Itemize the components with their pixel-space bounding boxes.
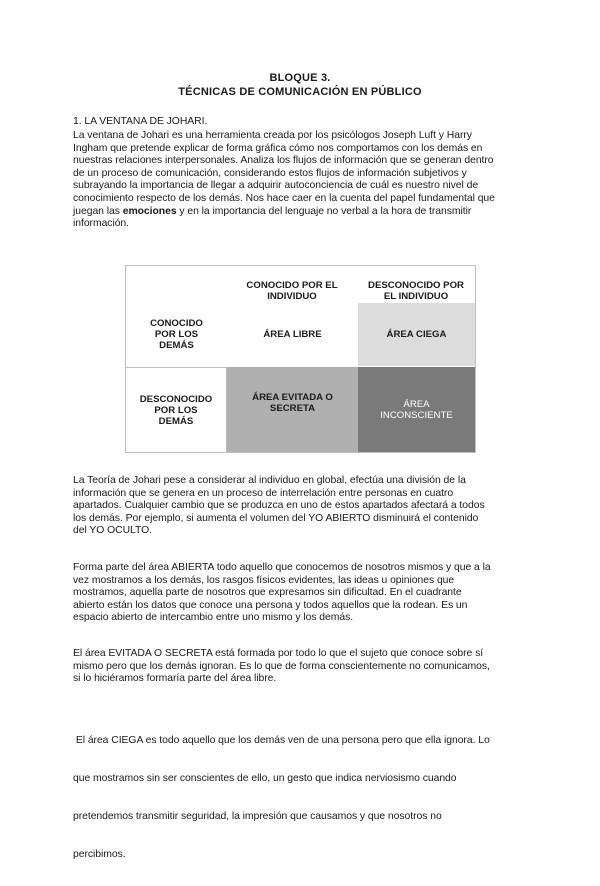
text-line: de un proceso de comunicación, considerando estos flujos de información subjetivos y <box>73 167 467 179</box>
paragraph-teoria <box>73 475 535 538</box>
text-line: mismo pero que los demás ignoran. Es lo que de forma conscientemente no comunicamos, <box>73 660 490 672</box>
text-line: La ventana de Johari es una herramienta creada por los psicólogos Joseph Luft y Harry <box>73 130 472 141</box>
header-conocido-demas: CONOCIDO POR LOS DEMÁS <box>150 318 203 351</box>
header-desconocido-individuo: DESCONOCIDO POR EL INDIVIDUO <box>368 280 464 302</box>
text-line: espacio abierto de intercambio entre uno mismo y los demás. <box>73 612 354 624</box>
intro-paragraph <box>73 130 535 231</box>
header-desconocido-demas: DESCONOCIDO POR LOS DEMÁS <box>126 367 227 452</box>
text-line: información. <box>73 218 129 230</box>
text-line: Ingham que pretende explicar de forma gráfica cómo nos comportamos con los demás en <box>73 142 483 154</box>
area-secreta: ÁREA EVITADA O SECRETA <box>227 367 358 452</box>
text-line: Forma parte del área ABIERTA todo aquello que conocemos de nosotros mismos y que a la <box>73 562 491 573</box>
text-line: del YO OCULTO. <box>73 525 152 537</box>
area-inconsciente: ÁREA INCONSCIENTE <box>358 367 475 452</box>
text-fragment: juegan las <box>73 205 123 217</box>
paragraph-area-abierta <box>73 562 535 625</box>
text-line <box>73 206 535 219</box>
area-ciega: ÁREA CIEGA <box>358 303 475 366</box>
text-line: los demás. Por ejemplo, si aumenta el volumen del YO ABIERTO disminuirá el contenido <box>73 512 479 524</box>
text-line: nuestras relaciones interpersonales. Analiza los flujos de información que se generan dentro <box>73 155 494 167</box>
text-line: si lo hiciéramos formaría parte del área libre. <box>73 673 277 685</box>
page-title: TÉCNICAS DE COMUNICACIÓN EN PÚBLICO <box>178 86 422 98</box>
text-line: pretendemos transmitir seguridad, la impresión que causamos y que nosotros no <box>73 810 442 822</box>
header-conocido-individuo: CONOCIDO POR EL INDIVIDUO <box>246 280 338 302</box>
text-line: abierto están los datos que conoce una persona y todos aquellos que la rodean. Es un <box>73 599 468 611</box>
text-line: subrayando la importancia de llegar a adquirir autoconciencia de cuál es nuestro nivel de <box>73 180 479 192</box>
text-fragment: y en la importancia del lenguaje no verbal a la hora de transmitir <box>176 205 472 217</box>
emphasis-emociones: emociones <box>122 205 177 217</box>
section-heading: 1. LA VENTANA DE JOHARI. <box>73 116 208 127</box>
text-line: La Teoría de Johari pese a considerar al individuo en global, efectúa una división de la <box>73 475 466 486</box>
text-line: conocimiento respecto de los demás. Nos hace caer en la cuenta del papel fundamental que <box>73 192 495 204</box>
block-number: BLOQUE 3. <box>269 72 331 84</box>
text-line: El área EVITADA O SECRETA está formada por todo lo que el sujeto que conoce sobre sí <box>73 648 484 659</box>
text-line: mostramos, aquella parte de nosotros que expresamos sin dificultad. En el cuadrante <box>73 587 462 599</box>
text-line: percibimos. <box>73 848 126 860</box>
johari-window <box>125 265 476 453</box>
text-line: apartados. Cualquier cambio que se produzca en uno de estos apartados afectará a todos <box>73 500 485 512</box>
text-line: que mostramos sin ser conscientes de ello, un gesto que indica nerviosismo cuando <box>73 772 457 784</box>
paragraph-area-secreta <box>73 648 535 686</box>
area-libre: ÁREA LIBRE <box>263 329 322 340</box>
text-line: vez mostramos a los demás, los rasgos físicos evidentes, las ideas u opiniones que <box>73 574 455 586</box>
paragraph-area-ciega <box>73 710 535 886</box>
text-line: información que se genera en un proceso de interrelación entre personas en cuatro <box>73 487 454 499</box>
text-line: El área CIEGA es todo aquello que los demás ven de una persona pero que ella ignora. Lo <box>73 735 490 747</box>
